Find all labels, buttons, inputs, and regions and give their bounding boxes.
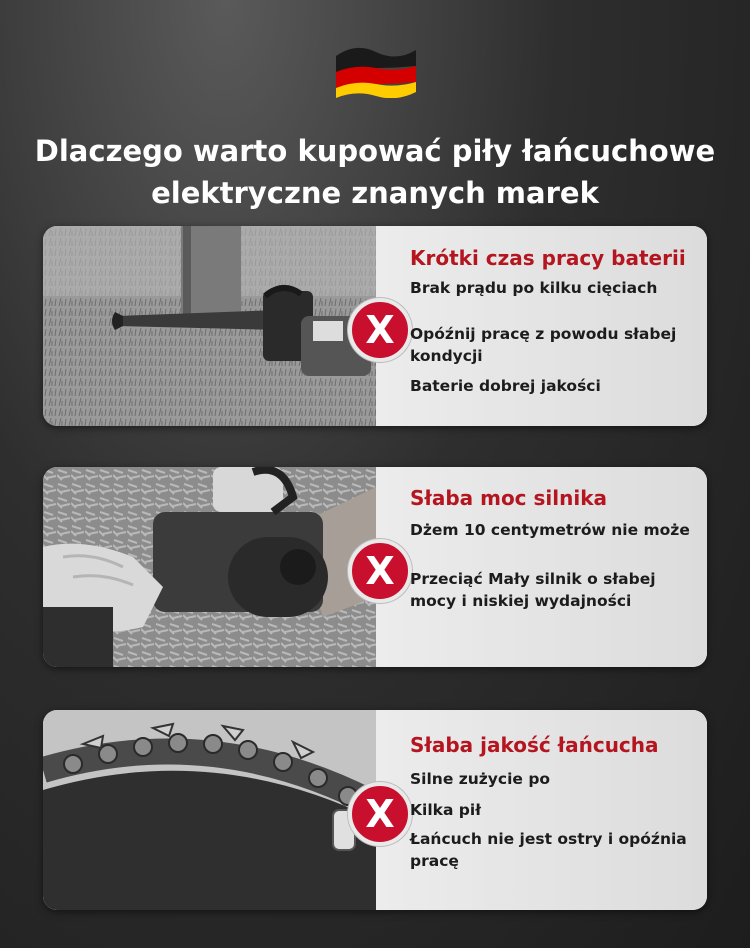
card-item: Silne zużycie po: [410, 770, 551, 788]
motor-card: [43, 467, 707, 667]
card-title: Słaba moc silnika: [410, 486, 608, 510]
headline-line-1: Dlaczego warto kupować piły łańcuchowe: [34, 134, 716, 168]
chain-card: [43, 710, 707, 910]
card-item: Przeciąć Mały silnik o słabej mocy i niskiej wydajności: [410, 570, 656, 610]
saw-chain-closeup-photo: [43, 710, 376, 910]
card-item: Łańcuch nie jest ostry i opóźnia pracę: [410, 830, 687, 870]
card-item: Baterie dobrej jakości: [410, 377, 601, 395]
page-headline: [0, 130, 750, 214]
x-mark-icon: X: [348, 782, 412, 846]
card-item: Dżem 10 centymetrów nie może: [410, 521, 690, 539]
chainsaw-motor-closeup-photo: [43, 467, 376, 667]
card-title: Krótki czas pracy baterii: [410, 246, 686, 270]
chainsaw-cutting-tree-photo: [43, 226, 376, 426]
x-mark-icon: X: [348, 298, 412, 362]
germany-flag-icon: [332, 42, 420, 98]
headline-line-2: elektryczne znanych marek: [151, 176, 599, 210]
card-item: Brak prądu po kilku cięciach: [410, 279, 658, 297]
x-mark-icon: X: [348, 539, 412, 603]
battery-card: [43, 226, 707, 426]
card-item: Opóźnij pracę z powodu słabej kondycji: [410, 325, 677, 365]
card-item: Kilka pił: [410, 801, 481, 819]
card-title: Słaba jakość łańcucha: [410, 733, 659, 757]
